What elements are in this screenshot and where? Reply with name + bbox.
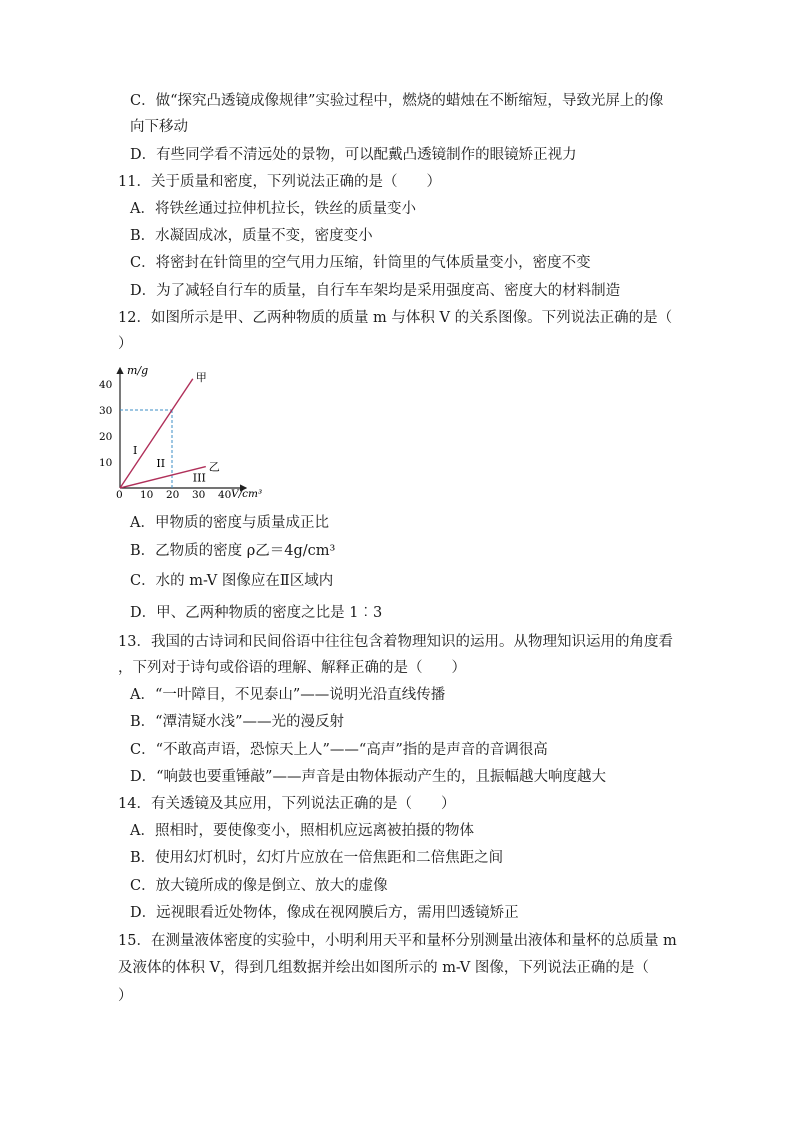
x-tick-label: 20 [166, 489, 180, 500]
y-tick-label: 20 [99, 431, 113, 443]
q14-stem: 14．有关透镜及其应用，下列说法正确的是（ ） [118, 796, 456, 812]
series-label-jia: 甲 [195, 370, 207, 384]
q13-stem-line2: ，下列对于诗句或俗语的理解、解释正确的是（ ） [118, 660, 466, 676]
q12-option-c: C．水的 m-V 图像应在Ⅱ区域内 [130, 573, 334, 589]
q12-stem-line2: ） [118, 336, 133, 352]
q10-option-c-line1: C．做“探究凸透镜成像规律”实验过程中，燃烧的蜡烛在不断缩短，导致光屏上的像 [130, 93, 664, 109]
q14-option-c: C．放大镜所成的像是倒立、放大的虚像 [130, 878, 388, 894]
x-tick-label: 10 [140, 489, 154, 500]
q14-option-b: B．使用幻灯机时，幻灯片应放在一倍焦距和二倍焦距之间 [130, 850, 504, 866]
q15-stem-line1: 15．在测量液体密度的实验中，小明利用天平和量杯分别测量出液体和量杯的总质量 m [118, 933, 677, 949]
q13-stem-line1: 13．我国的古诗词和民间俗语中往往包含着物理知识的运用。从物理知识运用的角度看 [118, 634, 673, 650]
x-tick-label: 0 [116, 489, 123, 500]
q12-option-d: D．甲、乙两种物质的密度之比是 1︰3 [130, 605, 383, 621]
q11-option-a: A．将铁丝通过拉伸机拉长，铁丝的质量变小 [130, 201, 416, 217]
q11-stem: 11．关于质量和密度，下列说法正确的是（ ） [118, 174, 441, 190]
x-tick-label: 40 [218, 489, 232, 500]
region-label-2: II [156, 457, 166, 471]
y-tick-label: 30 [99, 405, 113, 417]
q10-option-d: D．有些同学看不清远处的景物，可以配戴凸透镜制作的眼镜矫正视力 [130, 147, 577, 163]
q12-stem-line1: 12．如图所示是甲、乙两种物质的质量 m 与体积 V 的关系图像。下列说法正确的是（ [118, 310, 673, 326]
x-axis-label: V/cm³ [231, 488, 263, 500]
region-label-1: I [133, 444, 138, 458]
series-line-jia [120, 379, 193, 488]
q11-option-d: D．为了减轻自行车的质量，自行车车架均是采用强度高、密度大的材料制造 [130, 283, 621, 299]
q11-option-b: B．水凝固成冰，质量不变，密度变小 [130, 228, 373, 244]
m-v-graph [96, 364, 276, 500]
series-label-yi: 乙 [208, 460, 220, 474]
q12-option-b: B．乙物质的密度 ρ乙＝4g/cm³ [130, 543, 336, 559]
q11-option-c: C．将密封在针筒里的空气用力压缩，针筒里的气体质量变小，密度不变 [130, 255, 591, 271]
x-tick-label: 30 [192, 489, 206, 500]
q14-option-d: D．远视眼看近处物体，像成在视网膜后方，需用凹透镜矫正 [130, 905, 519, 921]
q13-option-d: D．“响鼓也要重锤敲”——声音是由物体振动产生的，且振幅越大响度越大 [130, 769, 606, 785]
q13-option-b: B．“潭清疑水浅”——光的漫反射 [130, 714, 344, 730]
m-v-graph-svg [96, 364, 276, 500]
region-label-3: III [192, 471, 206, 485]
q10-option-c-line2: 向下移动 [130, 119, 188, 135]
y-axis-label: m/g [127, 364, 149, 377]
q12-option-a: A．甲物质的密度与质量成正比 [130, 515, 329, 531]
q15-stem-line2: 及液体的体积 V，得到几组数据并绘出如图所示的 m-V 图像，下列说法正确的是（ [118, 960, 649, 976]
q13-option-a: A．“一叶障目，不见泰山”——说明光沿直线传播 [130, 687, 446, 703]
y-tick-label: 10 [99, 457, 113, 469]
q13-option-c: C．“不敢高声语，恐惊天上人”——“高声”指的是声音的音调很高 [130, 742, 548, 758]
y-tick-label: 40 [99, 379, 113, 391]
q14-option-a: A．照相时，要使像变小，照相机应远离被拍摄的物体 [130, 823, 474, 839]
q15-stem-line3: ） [118, 988, 133, 1004]
